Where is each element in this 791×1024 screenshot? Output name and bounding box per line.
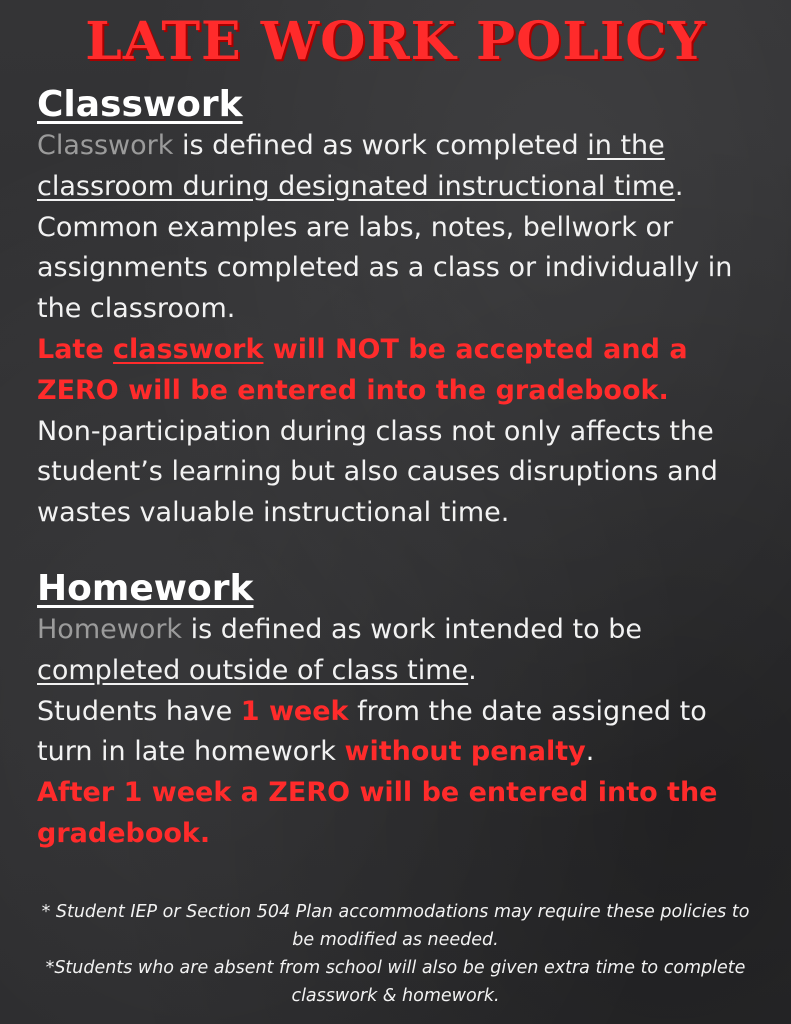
homework-definition	[37, 610, 757, 692]
homework-one-week: 1 week	[240, 695, 349, 727]
classwork-late-rule	[37, 330, 757, 412]
homework-def-underlined: completed outside of class time	[37, 654, 469, 686]
classwork-term: Classwork	[37, 130, 174, 161]
classwork-examples: Common examples are labs, notes, bellwork or assignments completed as a class or individually in the classroom.	[37, 211, 733, 325]
footnote-absences: *Students who are absent from school will also be given extra time to complete classwork & homework.	[45, 958, 746, 1006]
homework-section	[37, 568, 757, 855]
homework-students-end: .	[585, 736, 595, 768]
homework-students-pre: Students have	[37, 695, 241, 727]
classwork-heading: Classwork	[37, 84, 243, 125]
classwork-def-end: .	[674, 170, 684, 202]
footnotes	[0, 898, 791, 1010]
homework-late-window	[37, 692, 757, 774]
homework-term: Homework	[37, 613, 183, 645]
homework-heading: Homework	[37, 567, 254, 609]
classwork-late-post: will NOT be accepted and a ZERO will be entered into the gradebook.	[37, 333, 688, 406]
classwork-definition	[37, 126, 757, 208]
classwork-late-pre: Late	[37, 333, 114, 365]
homework-def-end: .	[468, 654, 477, 686]
homework-def-text: is defined as work intended to be	[182, 613, 642, 645]
classwork-late-underlined: classwork	[113, 333, 264, 365]
footnote-accommodations: * Student IEP or Section 504 Plan accommodations may require these policies to be modified as needed.	[41, 902, 750, 950]
classwork-section	[37, 84, 757, 534]
policy-content	[37, 84, 757, 855]
homework-without-penalty: without penalty	[344, 736, 586, 768]
homework-students-mid: from the date assigned to turn in late homework	[37, 695, 707, 768]
section-spacer	[37, 534, 757, 568]
homework-zero-rule: After 1 week a ZERO will be entered into the gradebook.	[37, 777, 718, 849]
page-title: LATE WORK POLICY	[85, 11, 706, 72]
classwork-def-underlined: in the classroom during designated instructional time	[37, 130, 675, 202]
classwork-nonparticipation: Non-participation during class not only affects the student’s learning but also causes disruptions and wastes valuable instructional time.	[37, 415, 718, 529]
classwork-def-text: is defined as work completed	[173, 130, 588, 161]
